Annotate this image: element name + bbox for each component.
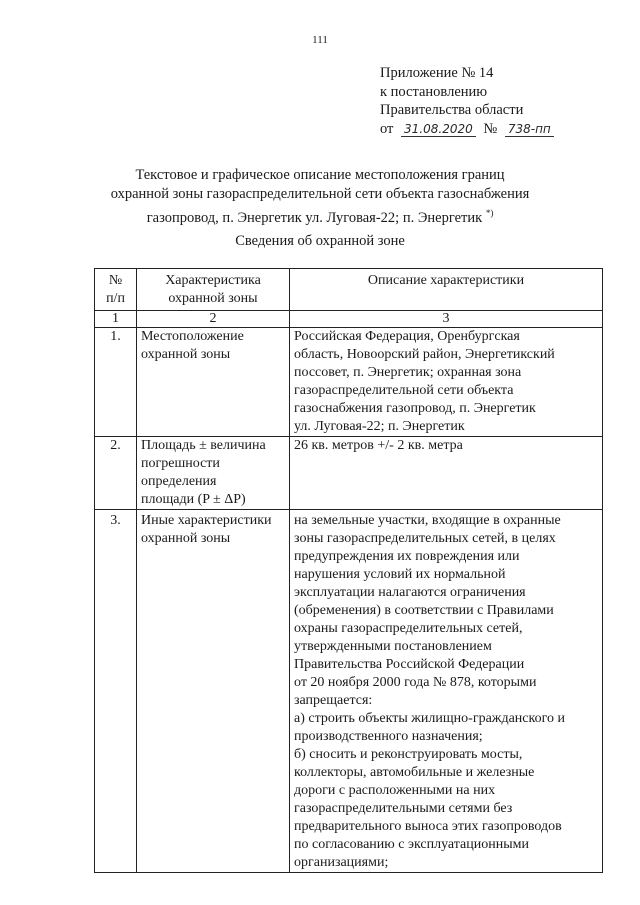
title-line-3-text: газопровод, п. Энергетик ул. Луговая-22; п. Энергетик [146,209,483,226]
appendix-block [380,64,554,138]
column-number-1: 1 [95,311,137,328]
from-label: от [380,120,394,137]
page-number: 111 [312,34,328,46]
handwritten-number: 738-пп [505,122,554,137]
footnote-mark: *) [485,208,494,218]
table-row [95,437,603,510]
column-number-2: 2 [137,311,290,328]
header-characteristic-text: Характеристика охранной зоны [165,273,261,306]
row-characteristic: Иные характеристики охранной зоны [137,510,290,873]
table-row [95,328,603,437]
header-description [290,269,603,311]
row-characteristic: Площадь ± величина погрешности определения площади (P ± ΔP) [137,437,290,510]
row-characteristic: Местоположение охранной зоны [137,328,290,437]
row-number: 3. [95,510,137,873]
section-title: Сведения об охранной зоне [235,233,405,249]
row-number: 1. [95,328,137,437]
title-line-3 [60,204,580,228]
appendix-line-2: к постановлению [380,83,488,100]
row-description: 26 кв. метров +/- 2 кв. метра [290,437,603,510]
row-description: на земельные участки, входящие в охранные зоны газораспределительных сетей, в целях предупреждения их повреждения или нарушения условий их нормальной эксплуатации налагаются ограничения (обременения) в соответствии с Правилами охраны газораспределительных сетей, утвержденными постановлением Правительства Российской Федерации от 20 ноября 2000 года № 878, которыми запрещается: а) строить объекты жилищно-гражданского и производственного назначения; б) сносить и реконструировать мосты, коллекторы, автомобильные и железные дороги с расположенными на них газораспределительными сетями без предварительного выноса этих газопроводов по согласованию с эксплуатационными организациями; [290,510,603,873]
table-row [95,510,603,873]
document-title [60,166,580,228]
header-characteristic [137,269,290,311]
column-number-row [95,311,603,328]
row-description: Российская Федерация, Оренбургская область, Новоорский район, Энергетикский поссовет, п. Энергетик; охранная зона газораспределительной сети объекта газоснабжения газопровод, п. Энергетик ул. Луговая-22; п. Энергетик [290,328,603,437]
column-number-3: 3 [290,311,603,328]
header-number [95,269,137,311]
appendix-date-line [380,120,554,139]
row-number: 2. [95,437,137,510]
title-line-2: охранной зоны газораспределительной сети объекта газоснабжения [110,186,530,202]
header-description-text: Описание характеристики [367,273,525,288]
number-label: № [483,120,498,137]
appendix-line-3: Правительства области [380,102,524,118]
header-number-text: № п/п [106,273,125,306]
appendix-line-1: Приложение № 14 [380,65,494,81]
title-line-1: Текстовое и графическое описание местоположения границ [135,167,505,183]
handwritten-date: 31.08.2020 [401,122,476,137]
zone-table [94,268,603,873]
table-header-row [95,269,603,311]
